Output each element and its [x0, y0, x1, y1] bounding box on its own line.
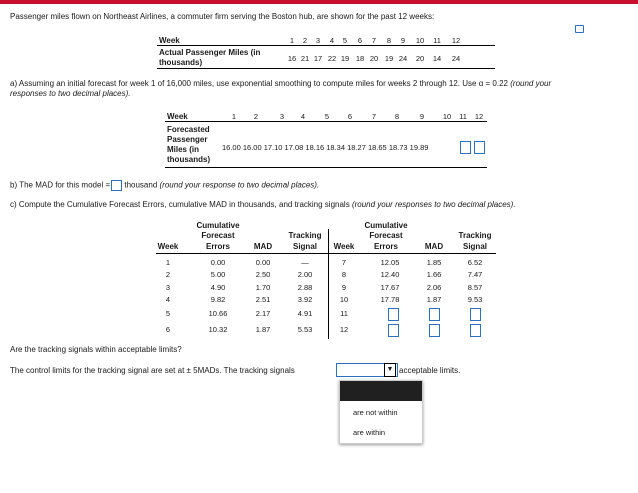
right-row-cfe: 12.05 [380, 258, 400, 267]
mad-input-week-11[interactable] [429, 308, 440, 321]
left-row-week: 6 [165, 325, 171, 334]
hdr-mad-left: MAD [253, 242, 273, 251]
forecast-week-4: 4 [300, 112, 306, 121]
part-a-main: a) Assuming an initial forecast for week 1 of 16,000 miles, use exponential smoothing to compute miles for weeks 2 through 12. Use α = 0.22 [10, 79, 509, 88]
right-row-week: 9 [341, 283, 347, 292]
mad-input-week-12[interactable] [429, 324, 440, 337]
dropdown-menu [339, 380, 423, 444]
control-text-prefix: The control limits for the tracking signal are set at ± 5MADs. The tracking signals [10, 366, 295, 375]
part-b-note: (round your response to two decimal places). [159, 180, 320, 190]
right-row-ts: 8.57 [467, 283, 483, 292]
tracking-question: Are the tracking signals within acceptable limits? [10, 345, 182, 354]
right-row-ts: 6.52 [467, 258, 483, 267]
data-miles-10: 20 [415, 54, 425, 63]
left-row-mad: 2.50 [255, 270, 271, 279]
forecast-label-3: Miles (in [167, 145, 200, 154]
data-week-9: 9 [400, 36, 406, 45]
right-row-ts: 9.53 [467, 295, 483, 304]
part-b-text [10, 180, 319, 191]
left-row-ts: 5.53 [297, 325, 313, 334]
left-row-mad: 0.00 [255, 258, 271, 267]
data-week-2: 2 [302, 36, 308, 45]
part-b-prefix: b) The MAD for this model = [10, 180, 111, 190]
right-row-mad: 1.66 [426, 270, 442, 279]
left-row-week: 2 [165, 270, 171, 279]
right-row-cfe: 12.40 [380, 270, 400, 279]
left-row-ts: 3.92 [297, 295, 313, 304]
page-icon[interactable] [575, 25, 584, 33]
forecast-label-4: thousands) [167, 155, 211, 164]
forecast-input-week-11[interactable] [460, 141, 471, 154]
left-row-ts: 4.91 [297, 309, 313, 318]
data-miles-7: 20 [369, 54, 379, 63]
part-b-suffix: thousand [124, 180, 158, 190]
right-row-mad: 1.87 [426, 295, 442, 304]
dropdown-option-not-within[interactable]: are not within [353, 408, 398, 417]
forecast-week-11: 11 [459, 112, 467, 121]
data-week-8: 8 [386, 36, 392, 45]
forecast-values: 16.00 16.00 17.10 17.08 18.16 18.34 18.27 18.65 18.73 19.89 [222, 143, 429, 152]
left-row-mad: 1.87 [255, 325, 271, 334]
forecast-week-7: 7 [371, 112, 377, 121]
dropdown-option-within[interactable]: are within [353, 428, 386, 437]
data-miles-3: 17 [313, 54, 323, 63]
right-row-mad: 1.85 [426, 258, 442, 267]
top-accent-bar [0, 0, 638, 4]
data-week-6: 6 [357, 36, 363, 45]
data-week-7: 7 [371, 36, 377, 45]
cfe-input-week-12[interactable] [388, 324, 399, 337]
dropdown-arrow-icon[interactable]: ▼ [384, 363, 396, 377]
data-miles-8: 19 [384, 54, 394, 63]
forecast-label-1: Forecasted [167, 125, 210, 134]
right-row-ts: 7.47 [467, 270, 483, 279]
data-miles-9: 24 [398, 54, 408, 63]
forecast-label-2: Passenger [167, 135, 208, 144]
hdr-ts-right-1: Tracking [458, 231, 492, 240]
data-week-5: 5 [342, 36, 348, 45]
left-row-ts: 2.00 [297, 270, 313, 279]
data-week-1: 1 [289, 36, 295, 45]
cfe-input-week-11[interactable] [388, 308, 399, 321]
left-row-cfe: 9.82 [210, 295, 226, 304]
part-a-text [10, 79, 551, 88]
left-row-cfe: 10.66 [208, 309, 228, 318]
data-miles-6: 18 [355, 54, 365, 63]
left-row-cfe: 0.00 [210, 258, 226, 267]
data-table-miles-label-1: Actual Passenger Miles (in [159, 48, 261, 57]
data-miles-2: 21 [300, 54, 310, 63]
ts-input-week-11[interactable] [470, 308, 481, 321]
left-row-mad: 2.51 [255, 295, 271, 304]
data-miles-4: 22 [327, 54, 337, 63]
forecast-week-10: 10 [442, 112, 452, 121]
hdr-ts-left-2: Signal [292, 242, 317, 251]
hdr-ts-right-2: Signal [462, 242, 487, 251]
left-row-cfe: 4.90 [210, 283, 226, 292]
hdr-cfe-r2: Forecast [369, 231, 403, 240]
part-c-text [10, 200, 516, 209]
left-row-cfe: 5.00 [210, 270, 226, 279]
right-row-week: 10 [339, 295, 349, 304]
right-row-week: 12 [339, 325, 349, 334]
part-a-note-2: responses to two decimal places). [10, 89, 131, 98]
dropdown-option-blank[interactable] [340, 381, 422, 401]
part-c-main: c) Compute the Cumulative Forecast Errors, cumulative MAD in thousands, and tracking signals [10, 200, 350, 209]
hdr-mad-right: MAD [424, 242, 444, 251]
data-week-3: 3 [315, 36, 321, 45]
right-row-mad: 2.06 [426, 283, 442, 292]
ts-input-week-12[interactable] [470, 324, 481, 337]
data-week-10: 10 [415, 36, 425, 45]
data-week-12: 12 [451, 36, 461, 45]
hdr-cfe-r1: Cumulative [364, 221, 408, 230]
data-miles-12: 24 [451, 54, 461, 63]
control-text-suffix: acceptable limits. [399, 366, 461, 375]
hdr-cfe-1: Cumulative [196, 221, 240, 230]
data-week-4: 4 [329, 36, 335, 45]
forecast-week-label: Week [167, 112, 188, 121]
hdr-cfe-2: Forecast [201, 231, 235, 240]
left-row-cfe: 10.32 [208, 325, 228, 334]
forecast-week-9: 9 [419, 112, 425, 121]
left-row-week: 5 [165, 309, 171, 318]
data-week-11: 11 [433, 36, 441, 45]
right-row-cfe: 17.67 [380, 283, 400, 292]
forecast-week-5: 5 [324, 112, 330, 121]
data-miles-1: 16 [287, 54, 297, 63]
right-row-week: 8 [341, 270, 347, 279]
left-row-mad: 1.70 [255, 283, 271, 292]
forecast-week-6: 6 [347, 112, 353, 121]
data-table-week-label: Week [159, 36, 180, 45]
mad-input[interactable] [111, 180, 122, 191]
right-row-cfe: 17.78 [380, 295, 400, 304]
forecast-week-3: 3 [279, 112, 285, 121]
left-row-mad: 2.17 [255, 309, 271, 318]
right-row-week: 7 [341, 258, 347, 267]
data-table-miles-label-2: thousands) [159, 58, 203, 67]
forecast-week-8: 8 [394, 112, 400, 121]
hdr-week-left: Week [157, 242, 179, 251]
hdr-cfe-3: Errors [205, 242, 230, 251]
forecast-week-12: 12 [474, 112, 484, 121]
hdr-ts-left-1: Tracking [288, 231, 322, 240]
hdr-cfe-r3: Errors [373, 242, 398, 251]
part-c-note: (round your responses to two decimal places). [351, 200, 516, 209]
question-text: Passenger miles flown on Northeast Airlines, a commuter firm serving the Boston hub, are shown for the past 12 weeks: [10, 12, 435, 21]
data-miles-5: 19 [340, 54, 350, 63]
hdr-week-right: Week [333, 242, 355, 251]
forecast-input-week-12[interactable] [474, 141, 485, 154]
part-a-note-1: (round your [510, 79, 552, 88]
right-row-week: 11 [340, 309, 348, 318]
left-row-ts: — [301, 258, 309, 267]
forecast-week-2: 2 [253, 112, 259, 121]
left-row-week: 1 [165, 258, 171, 267]
data-miles-11: 14 [432, 54, 442, 63]
left-row-ts: 2.88 [297, 283, 313, 292]
left-row-week: 4 [165, 295, 171, 304]
forecast-week-1: 1 [231, 112, 237, 121]
left-row-week: 3 [165, 283, 171, 292]
